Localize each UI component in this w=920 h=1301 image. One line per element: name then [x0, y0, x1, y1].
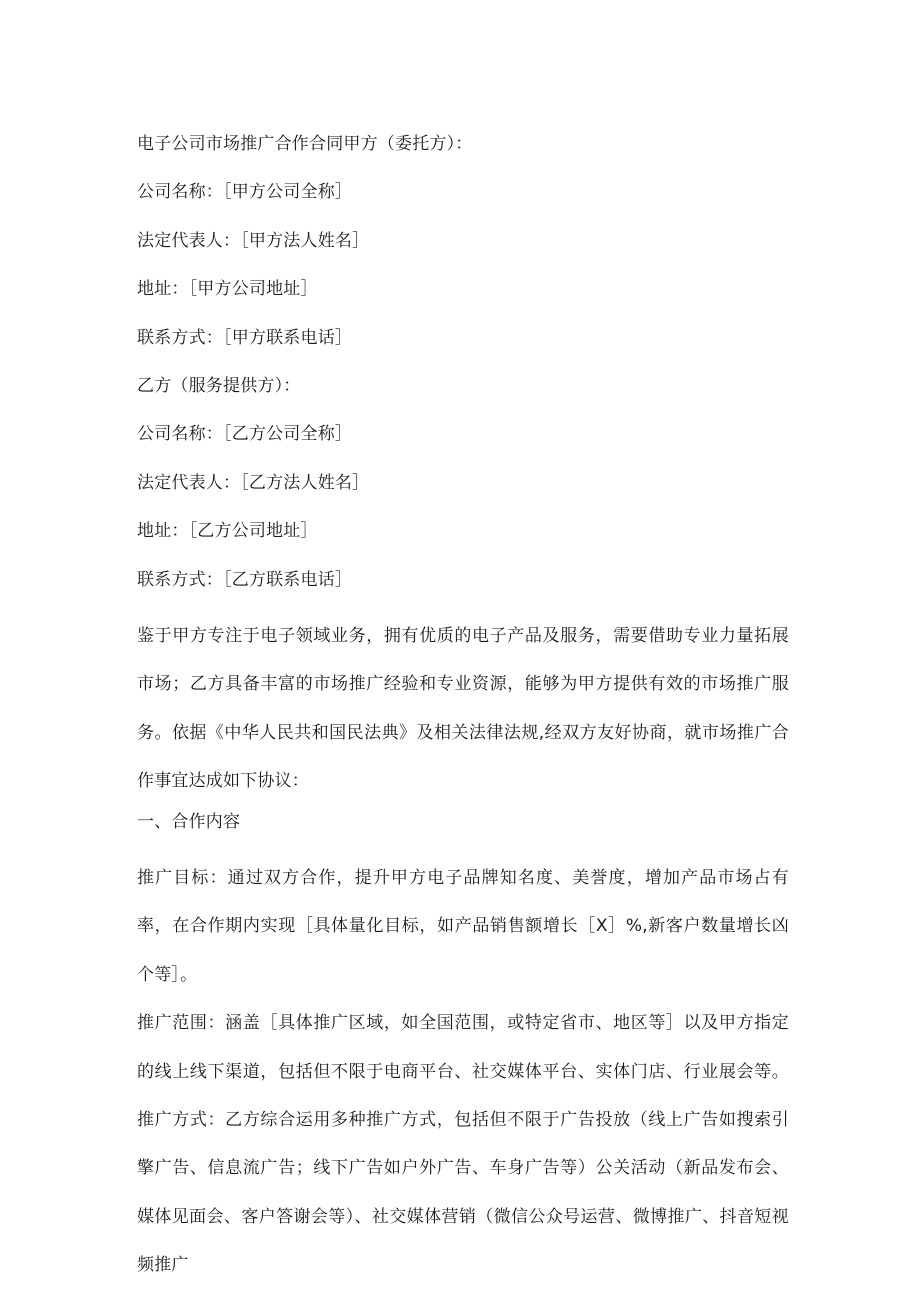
promotion-scope-paragraph: 推广范围：涵盖［具体推广区域，如全国范围，或特定省市、地区等］以及甲方指定的线上线下渠道，包括但不限于电商平台、社交媒体平台、实体门店、行业展会等。推广方式：乙方综合运用多种推广方式，包括但不限于广告投放（线上广告如搜索引擎广告、信息流广告；线下广告如户外广告、车身广告等）公关活动（新品发布会、媒体见面会、客户答谢会等）、社交媒体营销（微信公众号运营、微博推广、抖音短视频推广	[137, 1013, 789, 1276]
party-b-address: 地址：［乙方公司地址］	[137, 521, 318, 542]
party-b-legal-representative: 法定代表人：［乙方法人姓名］	[137, 472, 370, 493]
contract-body	[137, 128, 789, 1290]
party-b-company-name: 公司名称：［乙方公司全称］	[137, 424, 353, 445]
party-a-company-name: 公司名称：［甲方公司全称］	[137, 182, 353, 203]
promotion-goal-paragraph: 推广目标：通过双方合作，提升甲方电子品牌知名度、美誉度，增加产品市场占有率，在合作期内实现［具体量化目标，如产品销售额增长［X］%,新客户数量增长凶个等］。	[137, 867, 789, 985]
preamble-paragraph: 鉴于甲方专注于电子领域业务，拥有优质的电子产品及服务，需要借助专业力量拓展市场；乙方具备丰富的市场推广经验和专业资源，能够为甲方提供有效的市场推广服务。依据《中华人民共和国民法典》及相关法律法规,经双方友好协商，就市场推广合作事宜达成如下协议：	[137, 625, 789, 792]
party-a-legal-representative: 法定代表人：［甲方法人姓名］	[137, 230, 370, 251]
party-b-contact: 联系方式：［乙方联系电话］	[137, 569, 353, 590]
party-a-address: 地址：［甲方公司地址］	[137, 279, 318, 300]
section-heading: 一、合作内容	[137, 811, 241, 832]
party-a-contact: 联系方式：［甲方联系电话］	[137, 327, 353, 348]
party-b-heading: 乙方（服务提供方）：	[137, 375, 301, 396]
contract-title: 电子公司市场推广合作合同甲方（委托方）：	[137, 134, 473, 154]
